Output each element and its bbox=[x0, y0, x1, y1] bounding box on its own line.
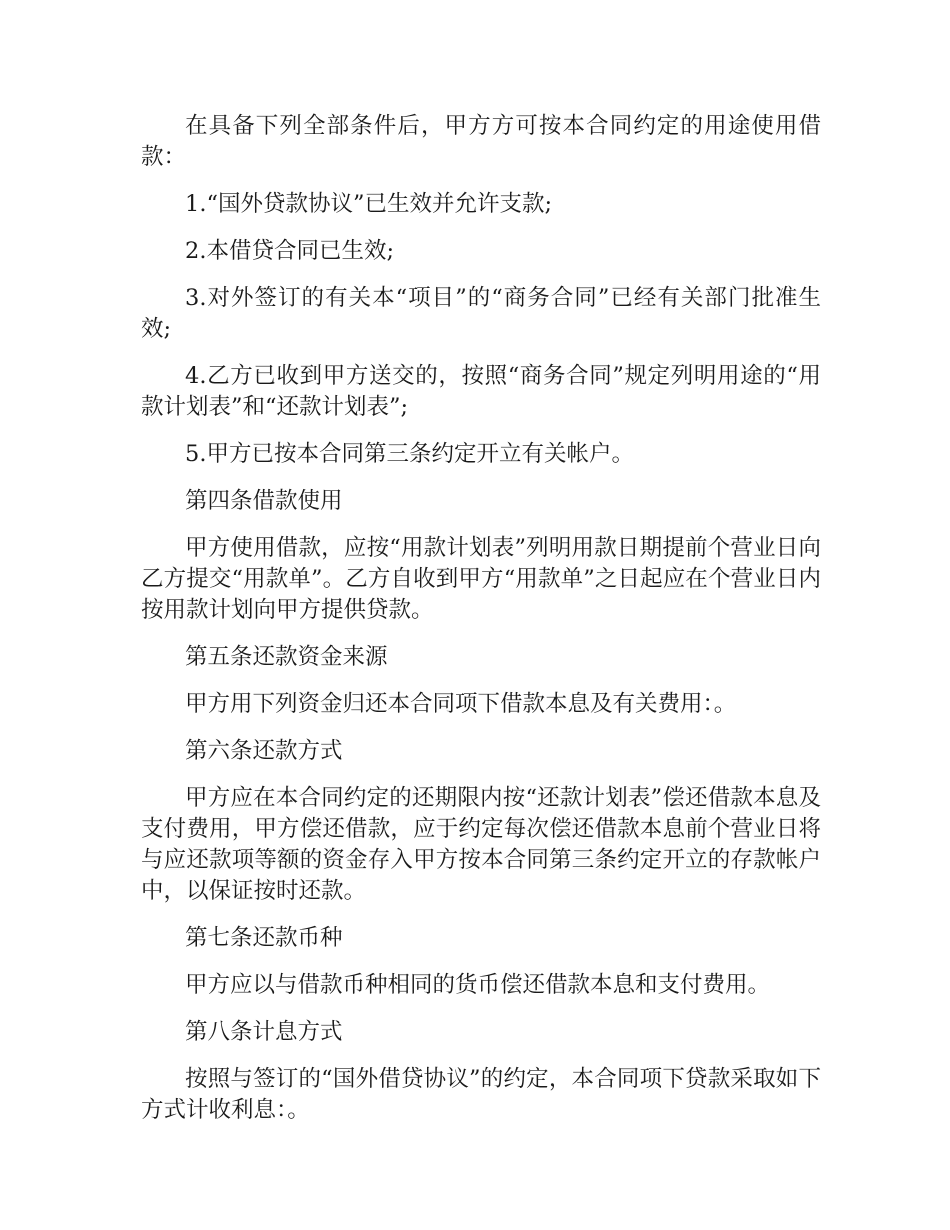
article-6-body: 甲方应在本合同约定的还期限内按“还款计划表”偿还借款本息及支付费用，甲方偿还借款，应于约定每次偿还借款本息前个营业日将与应还款项等额的资金存入甲方按本合同第三条约定开立的存款帐户中，以保证按时还款。 bbox=[141, 785, 821, 904]
article-4-heading: 第四条借款使用 bbox=[185, 488, 343, 514]
article-6-heading: 第六条还款方式 bbox=[185, 738, 343, 764]
condition-item-1: 1.“国外贷款协议”已生效并允许支款; bbox=[185, 191, 553, 217]
paragraph-conditions-intro: 在具备下列全部条件后，甲方方可按本合同约定的用途使用借款： bbox=[141, 113, 821, 170]
article-7-body: 甲方应以与借款币种相同的货币偿还借款本息和支付费用。 bbox=[185, 972, 771, 998]
article-8-body: 按照与签订的“国外借贷协议”的约定，本合同项下贷款采取如下方式计收利息：。 bbox=[141, 1066, 821, 1123]
article-8-heading: 第八条计息方式 bbox=[185, 1019, 343, 1045]
article-5-heading: 第五条还款资金来源 bbox=[185, 644, 388, 670]
document-body bbox=[141, 111, 821, 1142]
condition-item-3: 3.对外签订的有关本“项目”的“商务合同”已经有关部门批准生效; bbox=[141, 285, 821, 342]
article-4-body: 甲方使用借款，应按“用款计划表”列明用款日期提前个营业日向乙方提交“用款单”。乙方自收到甲方“用款单”之日起应在个营业日内按用款计划向甲方提供贷款。 bbox=[141, 535, 821, 623]
condition-item-5: 5.甲方已按本合同第三条约定开立有关帐户。 bbox=[185, 441, 634, 467]
article-7-heading: 第七条还款币种 bbox=[185, 925, 343, 951]
condition-item-2: 2.本借贷合同已生效; bbox=[185, 238, 395, 264]
article-5-body: 甲方用下列资金归还本合同项下借款本息及有关费用：。 bbox=[185, 691, 737, 717]
condition-item-4: 4.乙方已收到甲方送交的，按照“商务合同”规定列明用途的“用款计划表”和“还款计划表”; bbox=[141, 363, 821, 420]
